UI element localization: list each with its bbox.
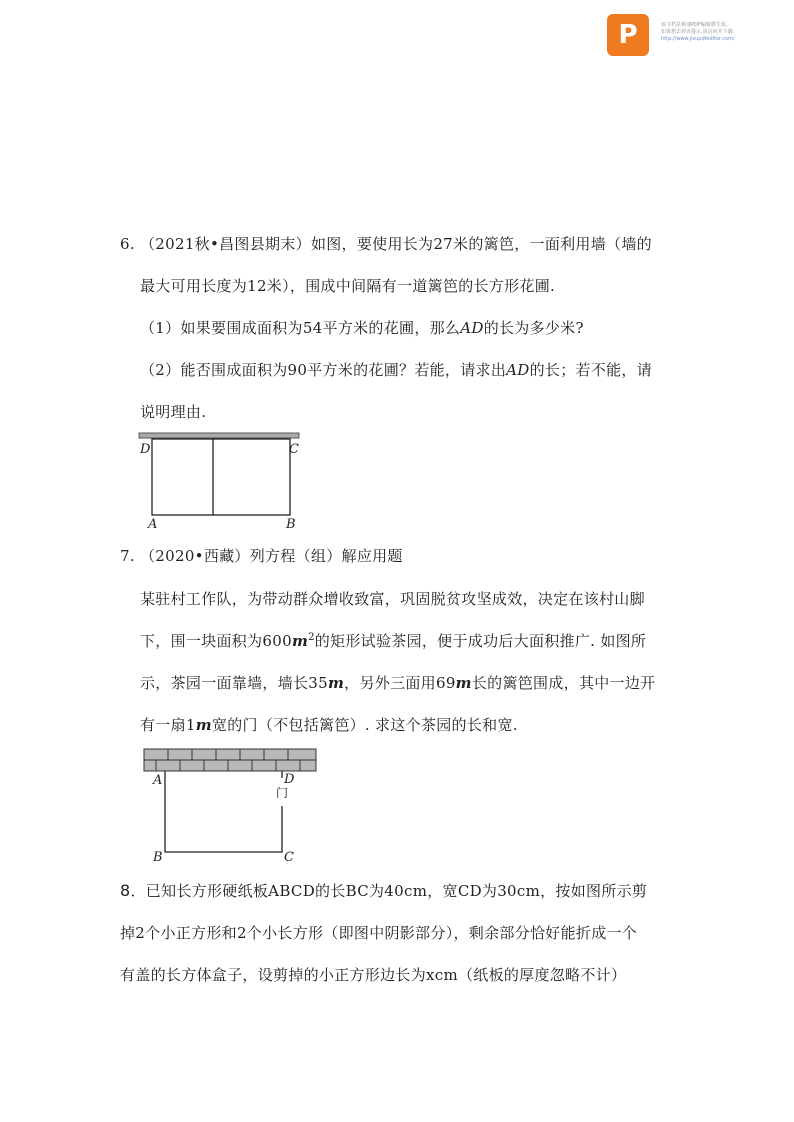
q7-label-d: D — [284, 772, 295, 787]
q6-line1-text: 如图，要使用长为27米的篱笆，一面利用墙（墙的 — [310, 235, 652, 253]
q8-line2: 掉2个小正方形和2个小长方形（即图中阴影部分），剩余部分恰好能折成一个 — [120, 924, 638, 942]
q7-title-text: 列方程（组）解应用题 — [249, 547, 403, 565]
q6-wall — [139, 433, 299, 438]
q6-label-d: D — [140, 442, 151, 457]
q6-label-c: C — [289, 442, 299, 457]
q8-number: 8 — [120, 881, 131, 900]
q6-part2-post: 的长；若不能，请 — [529, 361, 653, 379]
watermark-url[interactable]: http://www.jisupdfeditor.com/ — [661, 36, 735, 42]
q6-part2 — [140, 359, 652, 380]
q6-part2-line2: 说明理由. — [140, 403, 207, 421]
q7-line1: 某驻村工作队，为带动群众增收致富，巩固脱贫攻坚成效，决定在该村山脚 — [140, 590, 645, 608]
q7-line3 — [140, 672, 655, 693]
q7-line2 — [140, 630, 646, 651]
q6-part1-var: AD — [460, 319, 484, 337]
q6-number: 6. — [120, 235, 135, 253]
q7-label-a: A — [153, 773, 163, 788]
q6-part1 — [140, 317, 584, 338]
q7-brick-wall — [144, 749, 316, 771]
q7-door-label: 门 — [276, 786, 289, 800]
q7-line2-unit: m — [291, 632, 309, 650]
q7-line2-post: 的矩形试验茶园，便于成功后大面积推广. 如图所 — [314, 632, 647, 650]
q8-line1-text: ．已知长方形硬纸板ABCD的长BC为40cm，宽CD为30cm，按如图所示剪 — [130, 882, 648, 900]
q7-figure — [140, 746, 320, 866]
q7-label-c: C — [284, 850, 294, 865]
q6-part1-text: （1）如果要围成面积为54平方米的花圃，那么 — [140, 319, 461, 337]
q6-line1 — [120, 233, 652, 254]
q7-line3-m2: m — [455, 674, 472, 692]
q6-part1-post: 的长为多少米? — [483, 319, 584, 337]
watermark-line1: 该文档是极速PDF编辑器生成, — [661, 22, 728, 28]
q8-line3: 有盖的长方体盒子，设剪掉的小正方形边长为xcm（纸板的厚度忽略不计） — [120, 966, 627, 984]
q6-part2-text: （2）能否围成面积为90平方米的花圃？若能，请求出 — [140, 361, 507, 379]
pdf-editor-logo-icon: P — [607, 14, 649, 56]
q6-garden-rect — [152, 439, 290, 515]
q6-label-a: A — [148, 517, 158, 532]
q6-figure — [136, 430, 306, 535]
q7-line3-b: ，另外三面用69 — [344, 674, 456, 692]
q7-title — [120, 545, 403, 566]
q7-line4-a: 有一扇1 — [140, 716, 196, 734]
q7-line2-text: 下，围一块面积为600 — [140, 632, 292, 650]
watermark-line2: 如果想去掉该提示,请访问并下载: — [661, 29, 735, 35]
q6-part2-var: AD — [506, 361, 530, 379]
q7-line4-m: m — [195, 716, 212, 734]
q7-line2-sup: 2 — [308, 632, 315, 643]
q7-source: （2020•西藏） — [140, 547, 250, 565]
q7-line4 — [140, 714, 518, 735]
q7-line3-c: 长的篱笆围成，其中一边开 — [471, 674, 656, 692]
q7-number: 7. — [120, 547, 135, 565]
q7-label-b: B — [153, 850, 163, 865]
pdf-editor-watermark — [607, 14, 787, 64]
q6-line2: 最大可用长度为12米），围成中间隔有一道篱笆的长方形花圃. — [140, 277, 556, 295]
q6-label-b: B — [286, 517, 296, 532]
q8-line1 — [120, 880, 647, 901]
q7-line3-m1: m — [328, 674, 345, 692]
q7-line4-b: 宽的门（不包括篱笆）. 求这个茶园的长和宽. — [211, 716, 518, 734]
q7-fence — [165, 771, 282, 852]
q6-source: （2021秋•昌图县期末） — [140, 235, 311, 253]
watermark-text — [661, 22, 787, 43]
q7-line3-a: 示，茶园一面靠墙，墙长35 — [140, 674, 328, 692]
